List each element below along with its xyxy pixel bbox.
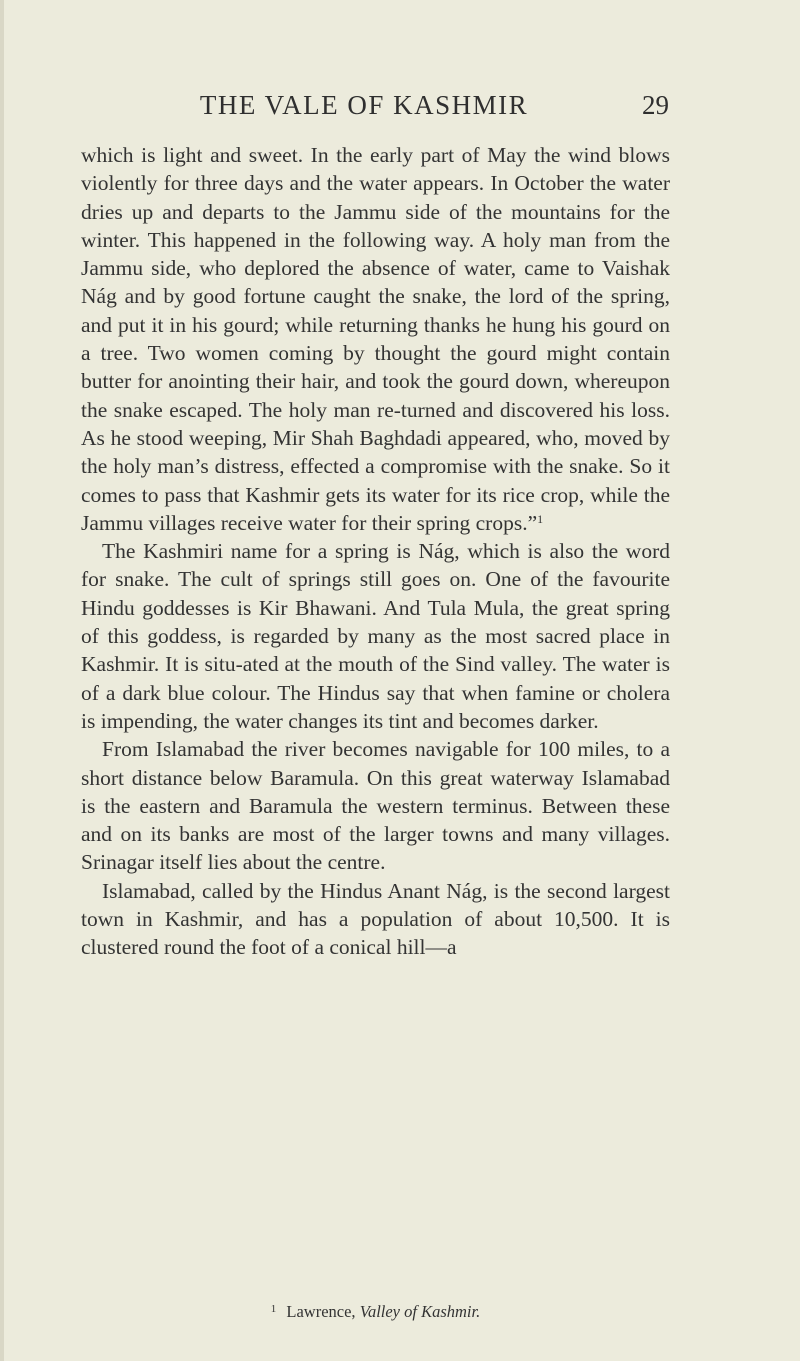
- footnote-work-title: Valley of Kashmir.: [359, 1302, 481, 1321]
- paragraph-1-text: which is light and sweet. In the early part of May the wind blows violently for three days and the water appears. In October the water dries up and departs to the Jammu side of the mountains for the winter. This happened in the following way. A holy man from the Jammu side, who deplored the absence of water, came to Vaishak Nág and by good fortune caught the snake, the lord of the spring, and put it in his gourd; while returning thanks he hung his gourd on a tree. Two women coming by thought the gourd might contain butter for anointing their hair, and took the gourd down, whereupon the snake escaped. The holy man re-turned and discovered his loss. As he stood weeping, Mir Shah Baghdadi appeared, who, moved by the holy man’s distress, effected a compromise with the snake. So it comes to pass that Kashmir gets its water for its rice crop, while the Jammu villages receive water for their spring crops.”: [81, 143, 670, 535]
- paragraph-4: Islamabad, called by the Hindus Anant Nág, is the second largest town in Kashmir, and has a population of about 10,500. It is clustered round the foot of a conical hill—a: [81, 878, 670, 960]
- running-head: [114, 88, 669, 122]
- paragraph-2: The Kashmiri name for a spring is Nág, which is also the word for snake. The cult of springs still goes on. One of the favourite Hindu goddesses is Kir Bhawani. And Tula Mula, the great spring of this goddess, is regarded by many as the most sacred place in Kashmir. It is situ-ated at the mouth of the Sind valley. The water is of a dark blue colour. The Hindus say that when famine or cholera is impending, the water changes its tint and becomes darker.: [81, 539, 670, 733]
- paragraph-3: From Islamabad the river becomes navigable for 100 miles, to a short distance below Baramula. On this great waterway Islamabad is the eastern and Baramula the western terminus. Between these and on its banks are most of the larger towns and many villages. Srinagar itself lies about the centre.: [81, 737, 670, 875]
- paragraph-1: [81, 141, 670, 537]
- page-number: 29: [642, 90, 669, 120]
- page-gutter-edge: [0, 0, 4, 1361]
- running-title: THE VALE OF KASHMIR: [199, 90, 529, 120]
- footnote-author: Lawrence,: [286, 1302, 356, 1321]
- footnote: [81, 1298, 670, 1323]
- footnote-marker: 1: [270, 1303, 277, 1315]
- body-text: [81, 141, 670, 962]
- footnote-reference: 1: [537, 511, 544, 526]
